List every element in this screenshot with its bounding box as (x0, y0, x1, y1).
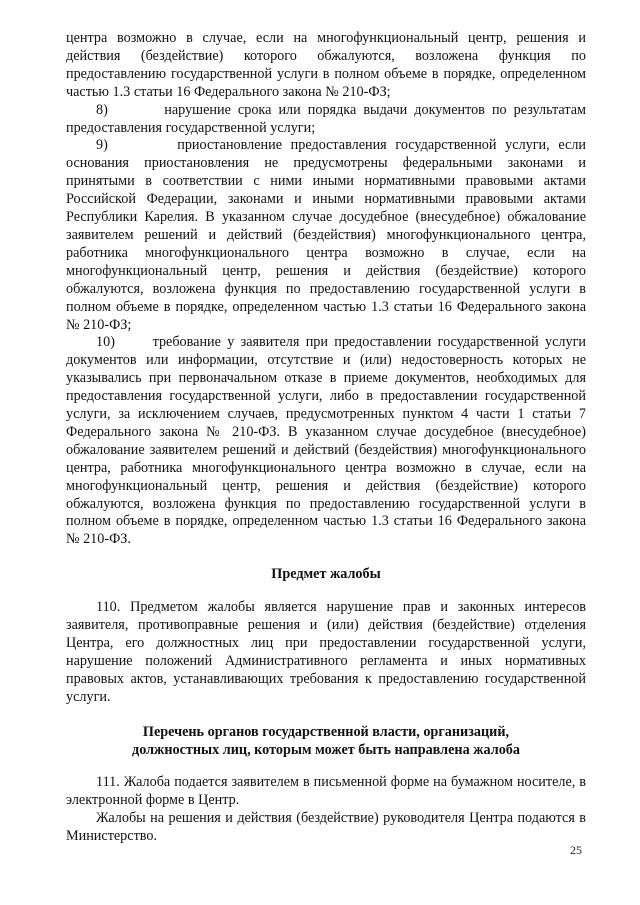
section-heading-subject: Предмет жалобы (271, 566, 381, 583)
paragraph-item-8: 8) нарушение срока или порядка выдачи документов по результатам предоставления государственной услуги; (66, 101, 586, 136)
page-number: 25 (570, 843, 582, 857)
spacer (66, 759, 586, 774)
paragraph-110: 110. Предметом жалобы является нарушение прав и законных интересов заявителя, противоправные решения и (или) действия (бездействие) отделения Центра, его должностных лиц при предоставлении государственной услуги, нарушение положений Административного регламента и иных нормативных правовых актов, устанавливающих требования к предоставлению государственной услуги. (66, 599, 586, 705)
section-heading-bodies-line1: Перечень органов государственной власти, организаций, (142, 723, 510, 740)
spacer (66, 584, 586, 599)
spacer (66, 549, 586, 566)
paragraph-ministry: Жалобы на решения и действия (бездействие) руководителя Центра подаются в Министерство. (66, 810, 586, 845)
spacer (66, 707, 586, 724)
document-page (66, 30, 586, 846)
paragraph-111: 111. Жалоба подается заявителем в письменной форме на бумажном носителе, в электронной форме в Центр. (66, 774, 586, 809)
paragraph-continuation: центра возможно в случае, если на многофункциональный центр, решения и действия (бездействие) которого обжалуются, возложена функция по предоставлению государственной услуги в полном объеме в порядке, определенном частью 1.3 статьи 16 Федерального закона № 210-ФЗ; (66, 30, 586, 100)
section-heading-bodies-line2: должностных лиц, которым может быть направлена жалоба (132, 741, 520, 758)
paragraph-item-9: 9) приостановление предоставления государственной услуги, если основания приостановления не предусмотрены федеральными законами и принятыми в соответствии с ними иными нормативными правовыми актами Российской Федерации, законами и иными нормативными правовыми актами Республики Карелия. В указанном случае досудебное (внесудебное) обжалование заявителем решений и действий (бездействия) многофункционального центра, работника многофункционального центра возможно в случае, если на многофункциональный центр, решения и действия (бездействие) которого обжалуются, возложена функция по предоставлению государственной услуги в полном объеме в порядке, определенном частью 1.3 статьи 16 Федерального закона № 210-ФЗ; (66, 137, 586, 333)
paragraph-item-10: 10) требование у заявителя при предоставлении государственной услуги документов или информации, отсутствие и (или) недостоверность которых не указывались при первоначальном отказе в приеме документов, необходимых для предоставления государственной услуги, либо в предоставлении государственной услуги, за исключением случаев, предусмотренных пунктом 4 части 1 статьи 7 Федерального закона № 210-ФЗ. В указанном случае досудебное (внесудебное) обжалование заявителем решений и действий (бездействия) многофункционального центра, работника многофункционального центра возможно в случае, если на многофункциональный центр, решения и действия (бездействие) которого обжалуются, возложена функция по предоставлению государственной услуги в полном объеме в порядке, определенном частью 1.3 статьи 16 Федерального закона № 210-ФЗ. (66, 334, 586, 548)
